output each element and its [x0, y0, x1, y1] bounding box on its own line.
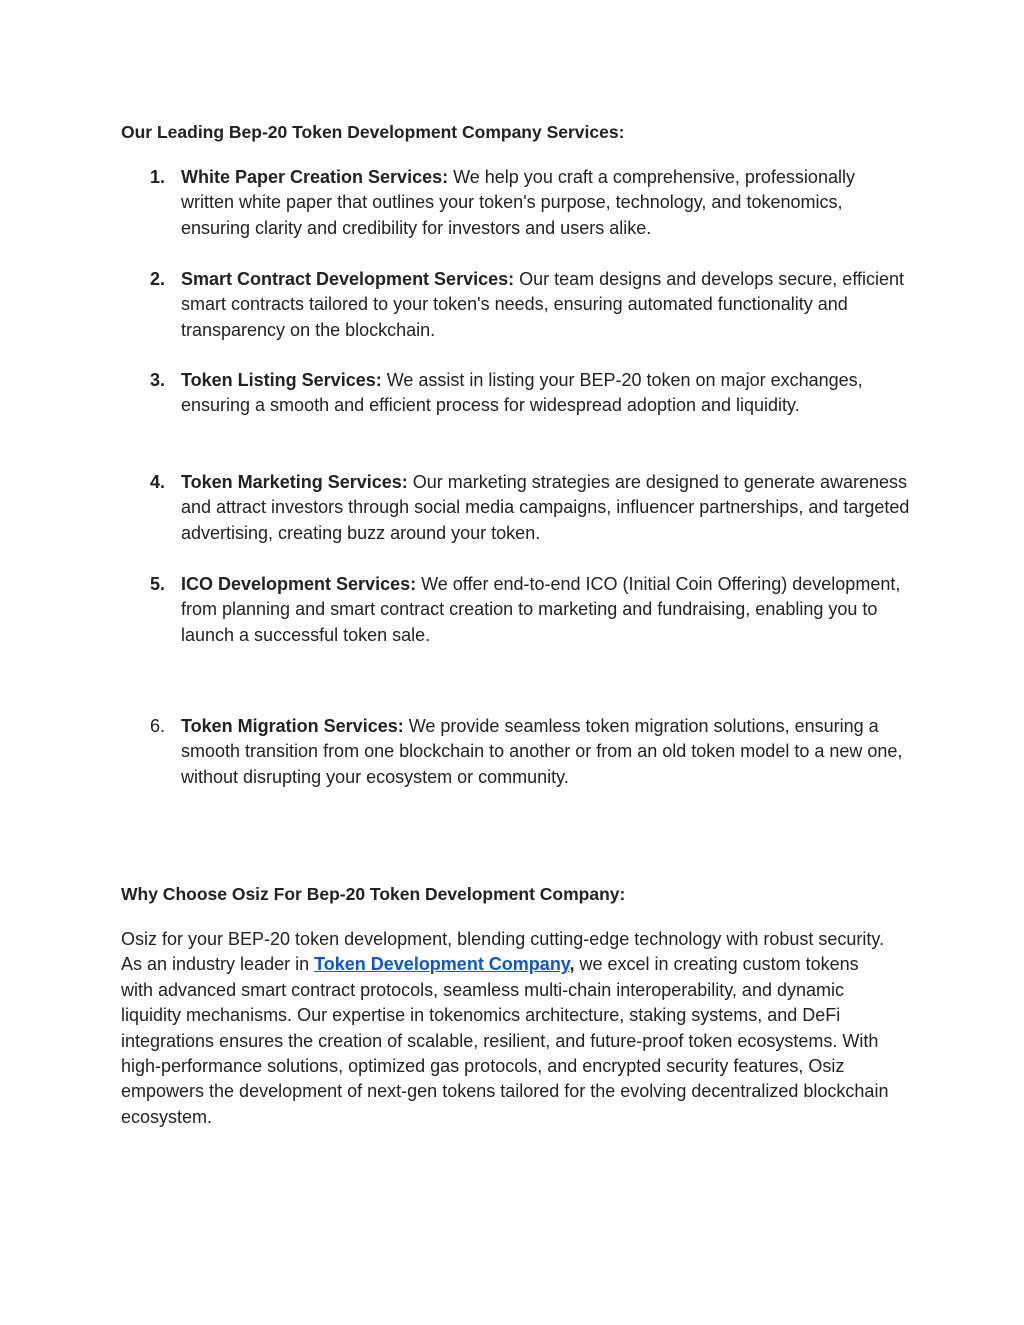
- paragraph-text-after: we excel in creating custom tokens with advanced smart contract protocols, seamless multi-chain interoperability, and dynamic liquidity mechanisms. Our expertise in tokenomics architecture, staking systems, and DeFi integrations ensures the creation of scalable, resilient, and future-proof token ecosystems. With high-performance solutions, optimized gas protocols, and encrypted security features, Osiz empowers the development of next-gen tokens tailored for the evolving decentralized blockchain ecosystem.: [121, 954, 889, 1127]
- paragraph-text-before: Osiz for your BEP-20 token development, blending cutting-edge technology with robust security. As an industry leader in: [121, 929, 885, 975]
- list-item-title: Smart Contract Development Services:: [181, 269, 515, 289]
- list-number: 2.: [150, 269, 166, 289]
- list-item-text: We help you craft a comprehensive, professionally written white paper that outlines your token's purpose, technology, and tokenomics, ensuring clarity and credibility for investors and users alike.: [181, 167, 855, 238]
- list-item-title: White Paper Creation Services:: [181, 167, 449, 187]
- list-item-title: Token Listing Services:: [181, 370, 382, 390]
- list-item-smart-contract: [150, 267, 910, 343]
- list-item-text: Our team designs and develops secure, efficient smart contracts tailored to your token's needs, ensuring automated functionality and transparency on the blockchain.: [181, 269, 905, 340]
- list-item-text: We provide seamless token migration solutions, ensuring a smooth transition from one blockchain to another or from an old token model to a new one, without disrupting your ecosystem or community.: [181, 716, 903, 787]
- list-item-title: Token Marketing Services:: [181, 472, 408, 492]
- list-item-title: Token Migration Services:: [181, 716, 404, 736]
- why-choose-heading: Why Choose Osiz For Bep-20 Token Development Company:: [121, 884, 626, 904]
- list-item-ico-development: [150, 572, 910, 648]
- token-development-company-link[interactable]: Token Development Company: [314, 954, 570, 975]
- list-number: 3.: [150, 370, 166, 390]
- list-item-token-marketing: [150, 470, 910, 546]
- services-heading: Our Leading Bep-20 Token Development Company Services:: [121, 122, 625, 142]
- why-choose-paragraph: [121, 927, 891, 1130]
- list-item-token-migration: [150, 714, 910, 790]
- list-item-text: We offer end-to-end ICO (Initial Coin Offering) development, from planning and smart contract creation to marketing and fundraising, enabling you to launch a successful token sale.: [181, 574, 901, 645]
- list-item-title: ICO Development Services:: [181, 574, 417, 594]
- link-comma: ,: [569, 954, 575, 975]
- list-item-token-listing: [150, 368, 910, 419]
- list-item-white-paper: [150, 165, 910, 241]
- list-number: 1.: [150, 167, 166, 187]
- list-number: 4.: [150, 472, 166, 492]
- list-item-text: Our marketing strategies are designed to generate awareness and attract investors through social media campaigns, influencer partnerships, and targeted advertising, creating buzz around your token.: [181, 472, 910, 543]
- list-number: 6.: [150, 716, 166, 736]
- list-item-text: We assist in listing your BEP-20 token on major exchanges, ensuring a smooth and efficient process for widespread adoption and liquidity.: [181, 370, 863, 416]
- list-number: 5.: [150, 574, 166, 594]
